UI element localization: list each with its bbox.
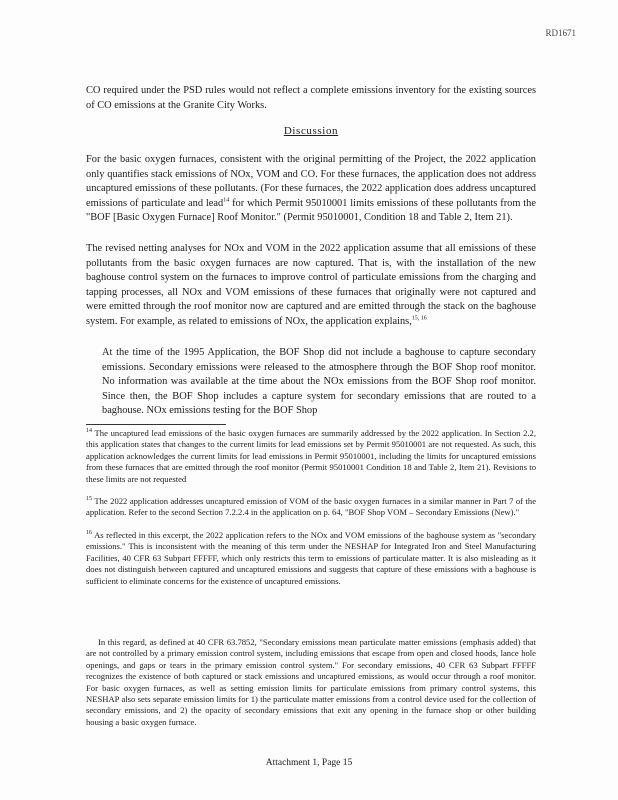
footnote-14: [86, 428, 536, 485]
page-footer: Attachment 1, Page 15: [265, 758, 353, 768]
paragraph-1: [86, 153, 536, 226]
continuation-text: CO required under the PSD rules would not reflect a complete emissions inventory for the existing sources of CO emissions at the Granite City Works.: [86, 85, 536, 111]
block-quote: At the time of the 1995 Application, the BOF Shop did not include a baghouse to capture secondary emissions. Secondary emissions were released to the atmosphere through the BOF Shop roof monitor. No information was available at the time about the NOx emissions from the BOF Shop roof monitor. Since then, the BOF Shop includes a capture system for secondary emissions that are routed to a baghouse. NOx emissions testing for the BOF Shop: [102, 347, 536, 417]
footnote-16: [86, 530, 536, 587]
document-id: RD1671: [545, 28, 576, 38]
paragraph-2: [86, 242, 536, 330]
footnote-16-number: 16: [86, 530, 92, 537]
section-heading: Discussion: [283, 125, 339, 137]
footnote-16-text: As reflected in this excerpt, the 2022 application refers to the NOx and VOM emissions of the baghouse system as "secondary emissions." This is inconsistent with the meaning of this term under the NESHAP for Integrated Iron and Steel Manufacturing Facilities, 40 CFR 63 Subpart FFFFF, which only restricts this term to emissions of particulate matter. It is also misleading as it does not distinguish between captured and uncaptured emissions and suggests that capture of these emissions with a baghouse is sufficient to eliminate concerns for the existence of uncaptured emissions.: [86, 530, 536, 586]
footnote-ref-14: 14: [223, 197, 230, 204]
paragraph-1-text: For the basic oxygen furnaces, consistent with the original permitting of the Project, the 2022 application only quantifies stack emissions of NOx, VOM and CO. For these furnaces, the application does not address uncaptured emissions of these pollutants. (For these furnaces, the 2022 application does address uncaptured emissions of particulate and lead: [86, 154, 536, 209]
footnote-15-text: The 2022 application addresses uncaptured emission of VOM of the basic oxygen furnaces in a similar manner in Part 7 of the application. Refer to the second Section 7.2.2.4 in the application on p. 64, "BOF Shop VOM – Secondary Emissions (New).": [86, 496, 537, 518]
continuation-paragraph: [86, 84, 536, 113]
paragraph-1-end: for which Permit 95010001 limits emissions of these pollutants from the "BOF [Basic Oxygen Furnace] Roof Monitor." (Permit 95010001, Condition 18 and Table 2, Item 21).: [86, 197, 536, 224]
footnote-16-continued: In this regard, as defined at 40 CFR 63.7852, "Secondary emissions mean particulate matter emissions (emphasis added) that are not controlled by a primary emission control system, including emissions that escape from open and closed hoods, lance hole openings, and gaps or tears in the primary emission control system." For secondary emissions, 40 CFR 63 Subpart FFFFF recognizes the existence of both captured or stack emissions and uncaptured emissions, as would occur through a roof monitor. For basic oxygen furnaces, as well as setting emission limits for particulate emissions from primary control systems, this NESHAP also sets separate emission limits for 1) the particulate matter emissions from a control device used for the collection of secondary emissions, and 2) the opacity of secondary emissions that exit any opening in the furnace shop or other building housing a basic oxygen furnace.: [86, 637, 536, 727]
paragraph-2-text: The revised netting analyses for NOx and VOM in the 2022 application assume that all emissions of these pollutants from the basic oxygen furnaces are now captured. That is, with the installation of the new baghouse control system on the furnaces to improve control of particulate emissions from the charging and tapping processes, all NOx and VOM emissions of these furnaces that originally were not captured and were emitted through the roof monitor now are captured and are emitted through the stack on the baghouse system. For example, as related to emissions of NOx, the application explains,: [86, 243, 536, 327]
footnote-15-number: 15: [86, 496, 92, 503]
footnote-divider: [86, 424, 226, 425]
footnote-14-number: 14: [86, 428, 92, 435]
footnote-14-text: The uncaptured lead emissions of the basic oxygen furnaces are summarily addressed by the 2022 application. In Section 2.2, this application states that changes to the current limits for lead emissions set by Permit 95010001 are not requested. As such, this application acknowledges the current limits for lead emissions in Permit 95010001, including the limits for uncaptured emissions from these furnaces that are emitted through the roof monitor (Permit 95010001 Condition 18 and Table 2, Item 21). Revisions to these limits are not requested: [86, 428, 536, 484]
footnote-15: [86, 496, 536, 519]
footnote-ref-15-16: 15, 16: [411, 315, 427, 322]
